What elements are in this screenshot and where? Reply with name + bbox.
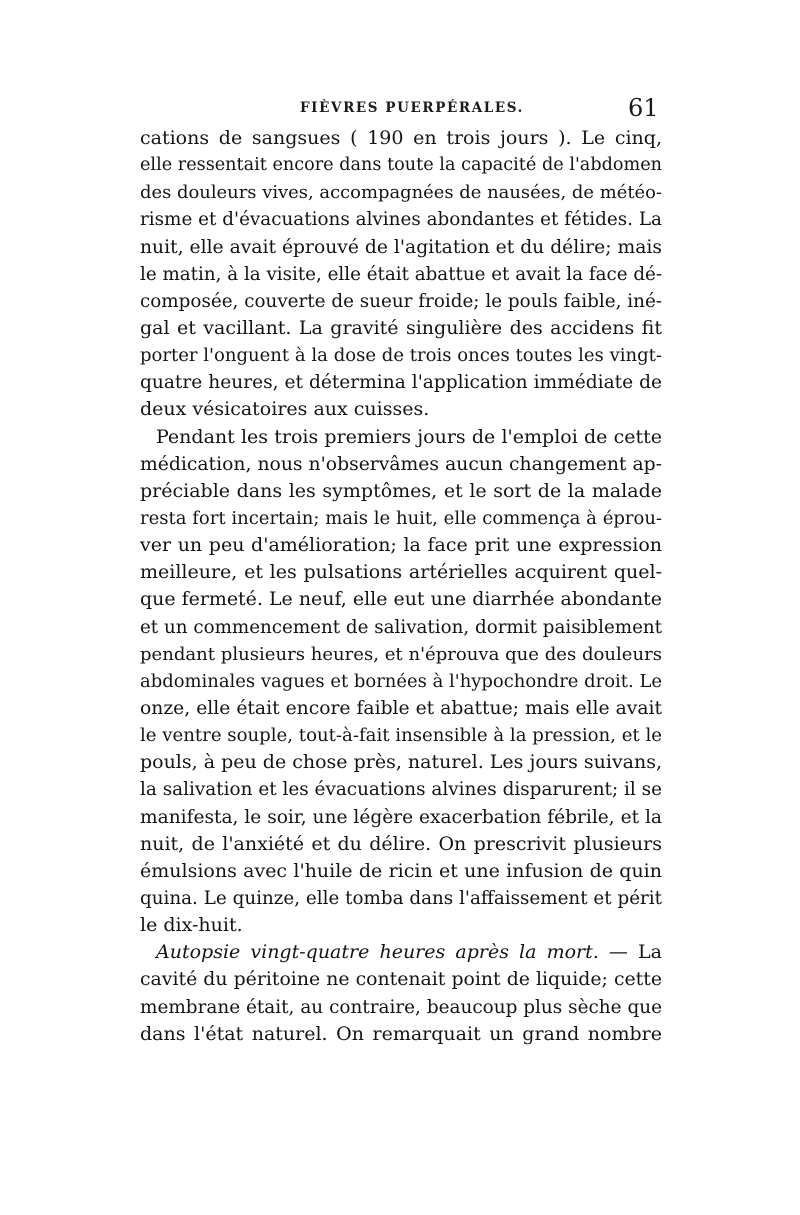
running-title: FIÈVRES PUERPÉRALES. [300,100,524,116]
autopsy-heading-line [140,939,662,966]
text-line: pouls, à peu de chose près, naturel. Les jours suivans, [140,751,662,774]
text-line: deux vésicatoires aux cuisses. [140,398,430,421]
text-line: quatre heures, et détermina l'application immédiate de [140,372,662,394]
text-line: que fermeté. Le neuf, elle eut une diarrhée abondante [140,588,662,611]
text-line: abdominales vagues et bornées à l'hypochondre droit. Le [140,670,662,692]
text-line: cavité du péritoine ne contenait point de liquide; cette [140,968,662,991]
text-line: nuit, de l'anxiété et du délire. On prescrivit plusieurs [140,832,662,855]
text-line: le ventre souple, tout-à-fait insensible à la pression, et le [140,725,662,747]
body-text [140,125,662,1048]
autopsy-heading-rest: — La [598,941,662,964]
text-line: le dix-huit. [140,914,243,937]
text-line: gal et vacillant. La gravité singulière des accidens fit [140,316,662,339]
autopsy-heading: Autopsie vingt-quatre heures après la mort. [156,941,599,964]
text-line: Pendant les trois premiers jours de l'emploi de cette [156,425,662,448]
text-line: porter l'onguent à la dose de trois onces toutes les vingt- [140,345,662,367]
text-line: quina. Le quinze, elle tomba dans l'affaissement et périt [140,887,662,909]
text-line: la salivation et les évacuations alvines disparurent; il se [140,779,662,801]
text-line: ver un peu d'amélioration; la face prit une expression [140,534,662,557]
text-line: meilleure, et les pulsations artérielles acquirent quel- [140,561,662,584]
text-line: médication, nous n'observâmes aucun changement ap- [140,453,662,475]
text-line: risme et d'évacuations alvines abondantes et fétides. La [140,209,662,231]
text-line: des douleurs vives, accompagnées de nausées, de météo- [140,182,662,204]
text-line: pendant plusieurs heures, et n'éprouva que des douleurs [140,643,662,665]
text-line: et un commencement de salivation, dormit paisiblement [140,616,662,638]
text-line: cations de sangsues ( 190 en trois jours ). Le cinq, [140,127,662,149]
text-line: onze, elle était encore faible et abattue; mais elle avait [140,697,662,719]
text-line: composée, couverte de sueur froide; le pouls faible, iné- [140,290,662,312]
page-number: 61 [628,94,659,122]
text-line: resta fort incertain; mais le huit, elle commença à éprou- [140,507,662,529]
text-line: membrane était, au contraire, beaucoup plus sèche que [140,996,662,1018]
text-line: nuit, elle avait éprouvé de l'agitation et du délire; mais [140,236,662,258]
text-line: dans l'état naturel. On remarquait un grand nombre [140,1022,662,1045]
text-line: elle ressentait encore dans toute la capacité de l'abdomen [140,155,662,176]
text-line: préciable dans les symptômes, et le sort de la malade [140,479,662,502]
page-header [0,94,800,124]
text-line: le matin, à la visite, elle était abattue et avait la face dé- [140,263,662,285]
text-line: manifesta, le soir, une légère exacerbation fébrile, et la [140,806,662,828]
text-line: émulsions avec l'huile de ricin et une infusion de quin [140,859,662,882]
